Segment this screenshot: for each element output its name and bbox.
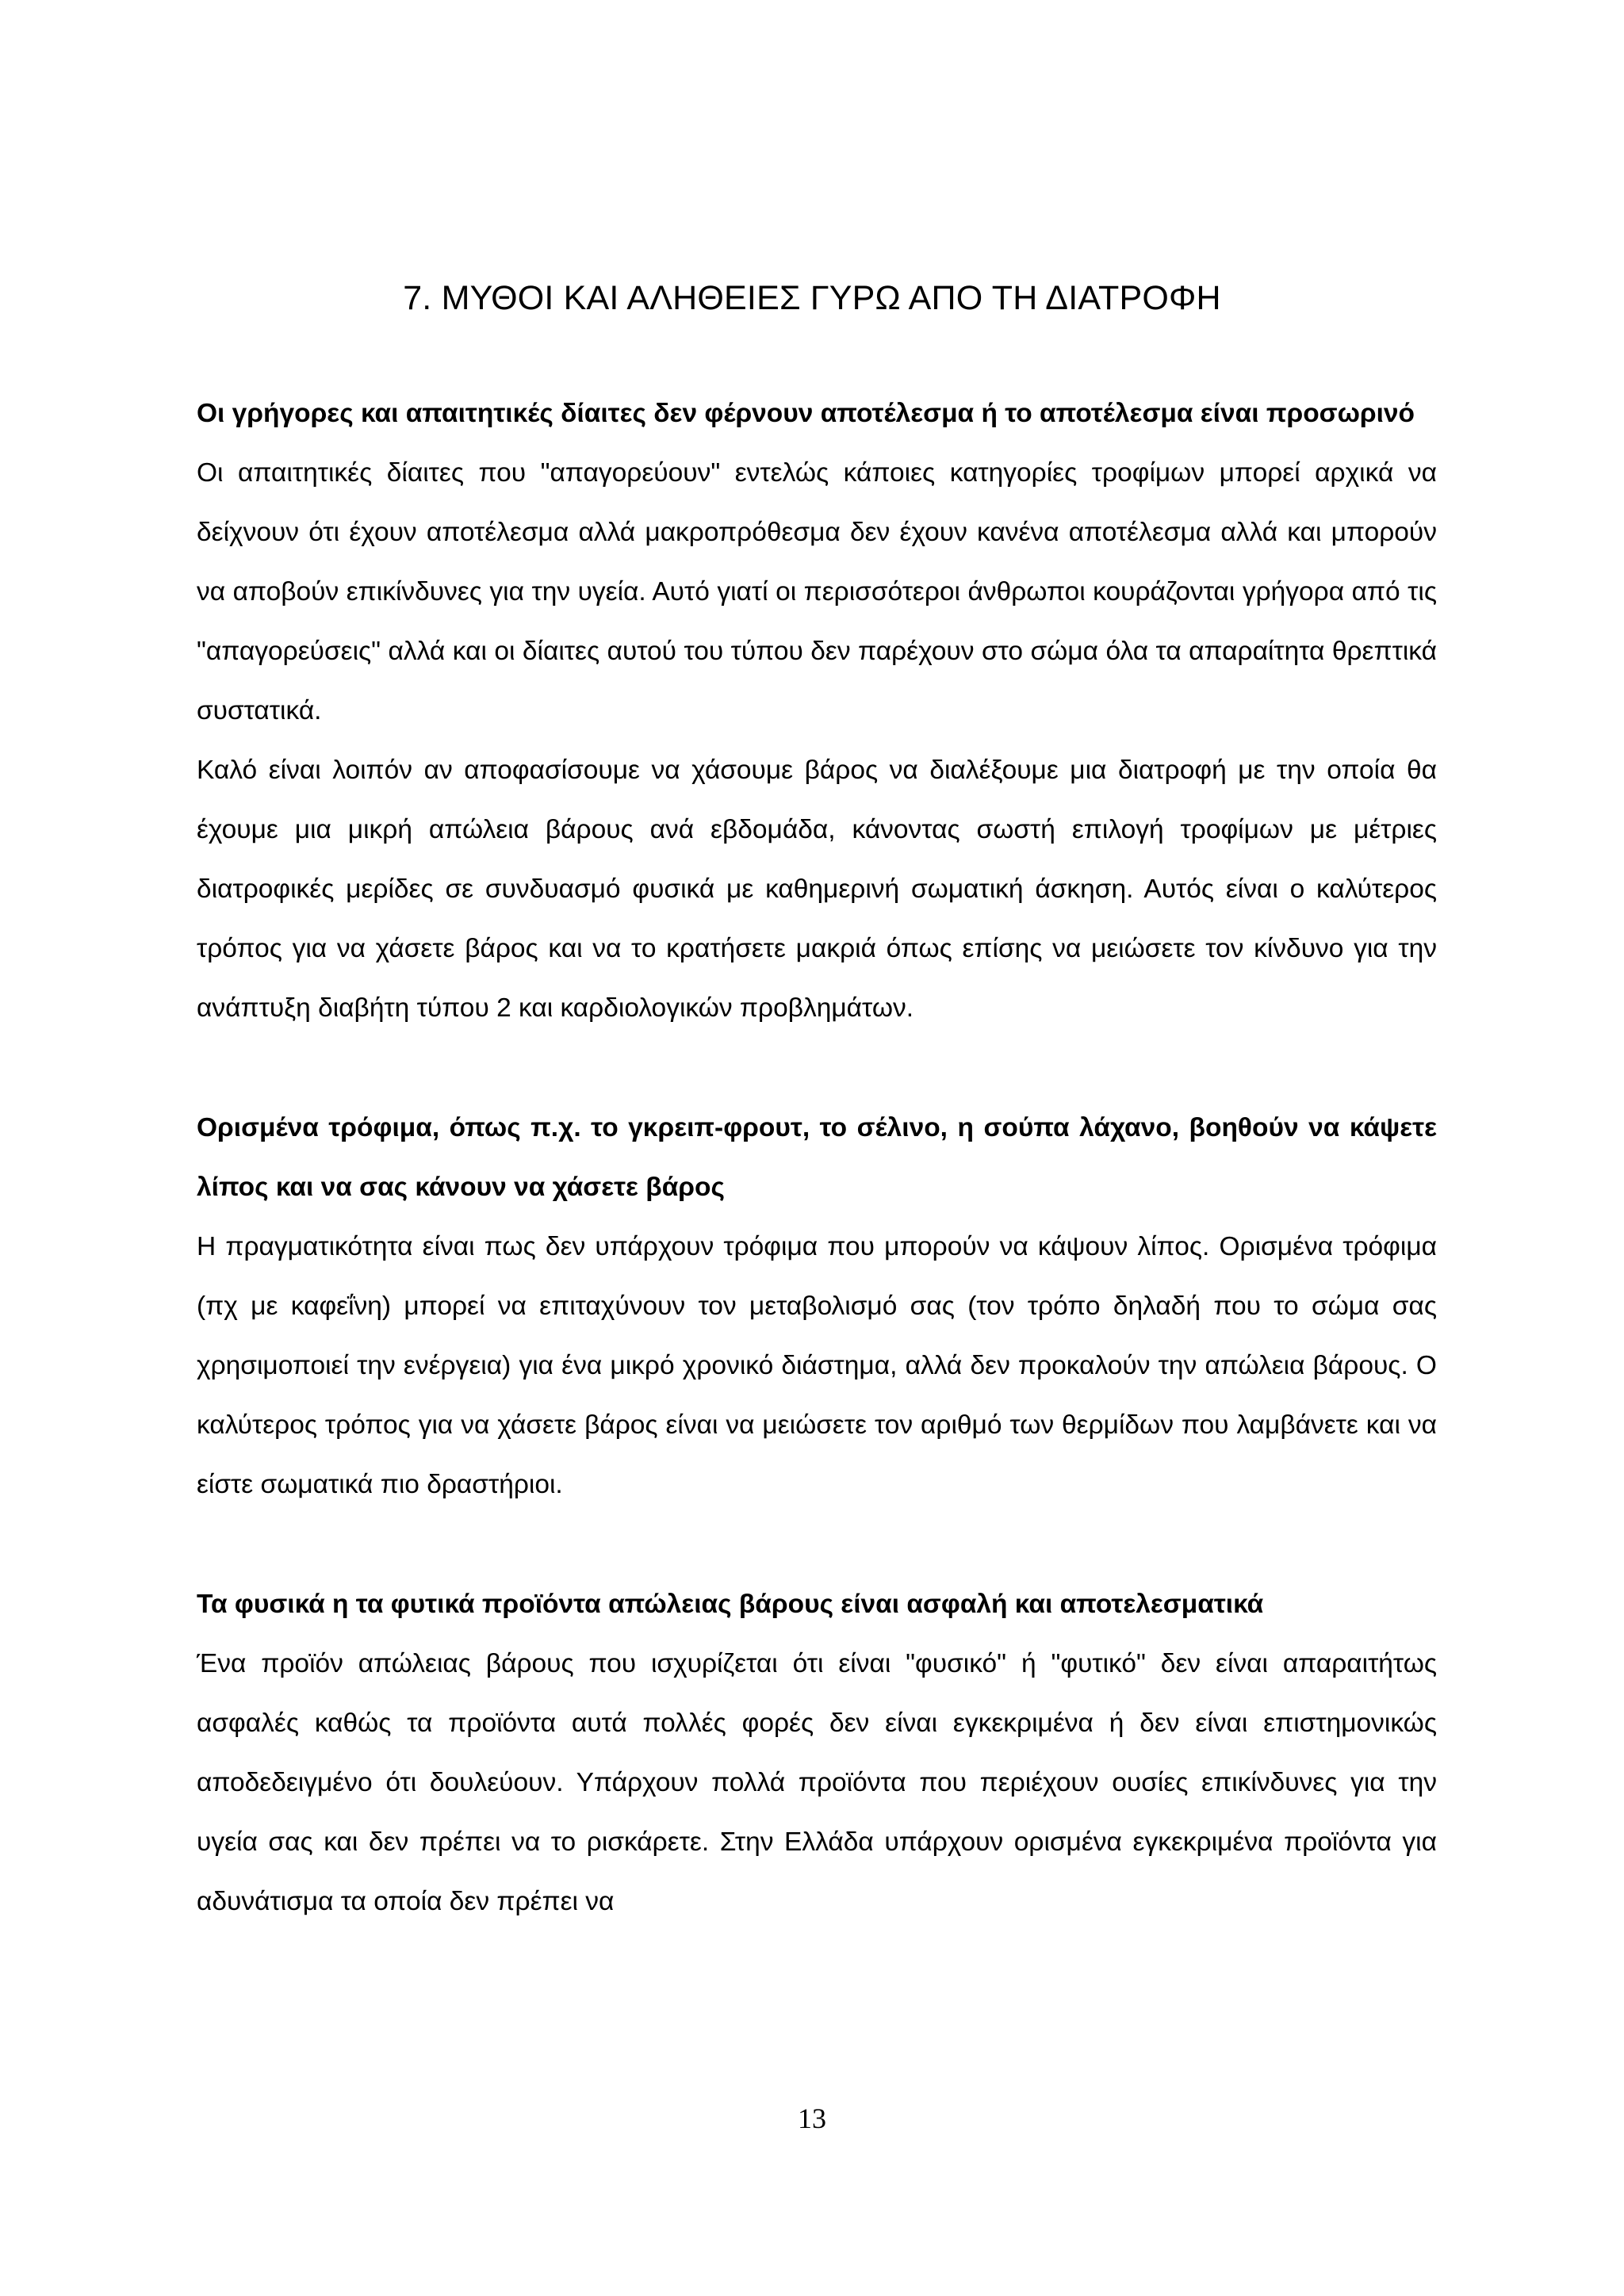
body-paragraph: Οι απαιτητικές δίαιτες που "απαγορεύουν" εντελώς κάποιες κατηγορίες τροφίμων μπορεί αρχικά να δείχνουν ότι έχουν αποτέλεσμα αλλά μακροπρόθεσμα δεν έχουν κανένα αποτέλεσμα αλλά και μπορούν να αποβούν επικίνδυνες για την υγεία. Αυτό γιατί οι περισσότεροι άνθρωποι κουράζονται γρήγορα από τις "απαγορεύσεις" αλλά και οι δίαιτες αυτού του τύπου δεν παρέχουν στο σώμα όλα τα απαραίτητα θρεπτικά συστατικά. <box>197 458 1437 725</box>
page-content <box>197 384 1437 1931</box>
body-paragraph: Ένα προϊόν απώλειας βάρους που ισχυρίζεται ότι είναι "φυσικό" ή "φυτικό" δεν είναι απαραιτήτως ασφαλές καθώς τα προϊόντα αυτά πολλές φορές δεν είναι εγκεκριμένα ή δεν είναι επιστημονικώς αποδεδειγμένο ότι δουλεύουν. Υπάρχουν πολλά προϊόντα που περιέχουν ουσίες επικίνδυνες για την υγεία σας και δεν πρέπει να το ρισκάρετε. Στην Ελλάδα υπάρχουν ορισμένα εγκεκριμένα προϊόντα για αδυνάτισμα τα οποία δεν πρέπει να <box>197 1649 1437 1916</box>
section-natural-products <box>197 1575 1437 1931</box>
section-heading: Ορισμένα τρόφιμα, όπως π.χ. το γκρειπ-φρουτ, το σέλινο, η σούπα λάχανο, βοηθούν να κάψετε λίπος και να σας κάνουν να χάσετε βάρος <box>197 1113 1437 1202</box>
section-fat-burning-foods <box>197 1098 1437 1514</box>
body-paragraph: Καλό είναι λοιπόν αν αποφασίσουμε να χάσουμε βάρος να διαλέξουμε μια διατροφή με την οποία θα έχουμε μια μικρή απώλεια βάρους ανά εβδομάδα, κάνοντας σωστή επιλογή τροφίμων με μέτριες διατροφικές μερίδες σε συνδυασμό φυσικά με καθημερινή σωματική άσκηση. Αυτός είναι ο καλύτερος τρόπος για να χάσετε βάρος και να το κρατήσετε μακριά όπως επίσης να μειώσετε τον κίνδυνο για την ανάπτυξη διαβήτη τύπου 2 και καρδιολογικών προβλημάτων. <box>197 756 1437 1023</box>
page-number: 13 <box>798 2103 826 2134</box>
section-quick-diets <box>197 384 1437 1038</box>
section-heading: Τα φυσικά η τα φυτικά προϊόντα απώλειας βάρους είναι ασφαλή και αποτελεσματικά <box>197 1590 1264 1619</box>
body-paragraph: Η πραγματικότητα είναι πως δεν υπάρχουν τρόφιμα που μπορούν να κάψουν λίπος. Ορισμένα τρόφιμα (πχ με καφεΐνη) μπορεί να επιταχύνουν τον μεταβολισμό σας (τον τρόπο δηλαδή που το σώμα σας χρησιμοποιεί την ενέργεια) για ένα μικρό χρονικό διάστημα, αλλά δεν προκαλούν την απώλεια βάρους. Ο καλύτερος τρόπος για να χάσετε βάρος είναι να μειώσετε τον αριθμό των θερμίδων που λαμβάνετε και να είστε σωματικά πιο δραστήριοι. <box>197 1232 1437 1499</box>
section-heading: Οι γρήγορες και απαιτητικές δίαιτες δεν φέρνουν αποτέλεσμα ή το αποτέλεσμα είναι προσωρινό <box>197 399 1415 428</box>
chapter-title: 7. ΜΥΘΟΙ ΚΑΙ ΑΛΗΘΕΙΕΣ ΓΥΡΩ ΑΠΟ ΤΗ ΔΙΑΤΡΟΦΗ <box>403 279 1221 317</box>
